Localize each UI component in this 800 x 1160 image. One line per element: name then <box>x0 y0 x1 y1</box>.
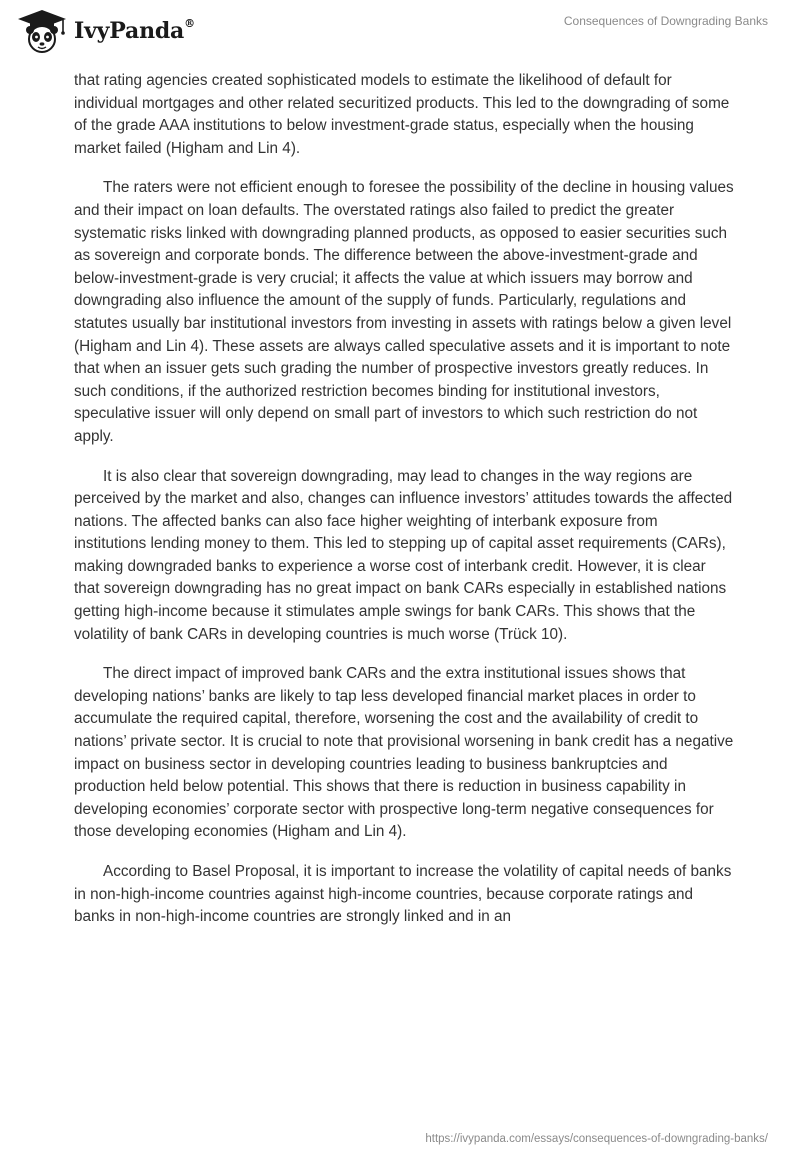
page-header <box>0 0 800 64</box>
paragraph: The raters were not efficient enough to foresee the possibility of the decline in housing values and their impact on loan defaults. The overstated ratings also failed to predict the greater systematic risks linked with downgrading planned products, as opposed to easier securities such as sovereign and corporate bonds. The difference between the above-investment-grade and below-investment-grade is very crucial; it affects the value at which issuers may borrow and downgrading also influence the amount of the supply of funds. Particularly, regulations and statutes usually bar institutional investors from investing in assets with ratings below a given level (Higham and Lin 4). These assets are always called speculative assets and it is important to note that when an issuer gets such grading the number of prospective investors greatly reduces. In such conditions, if the authorized restriction becomes binding for institutional investors, speculative issuer will only depend on small part of investors to which such restriction do not apply. <box>74 179 734 445</box>
paragraph-continuation: that rating agencies created sophisticated models to estimate the likelihood of default for individual mortgages and other related securitized products. This led to the downgrading of some of the grade AAA institutions to below investment-grade status, especially when the housing market failed (Higham and Lin 4). <box>74 72 730 157</box>
registered-mark: ® <box>184 16 195 30</box>
paragraph: The direct impact of improved bank CARs and the extra institutional issues shows that developing nations’ banks are likely to tap less developed financial market places in order to accumulate the required capital, therefore, worsening the cost and the availability of credit to nations’ private sector. It is crucial to note that provisional worsening in bank credit has a negative impact on business sector in developing countries leading to business bankruptcies and production held below potential. This shows that there is reduction in business capability in developing economies’ corporate sector with prospective long-term negative consequences for those developing economies (Higham and Lin 4). <box>74 665 734 841</box>
brand-name: IvyPanda® <box>74 16 195 44</box>
document-title: Consequences of Downgrading Banks <box>563 14 768 28</box>
source-url[interactable]: https://ivypanda.com/essays/consequences-of-downgrading-banks/ <box>425 1133 768 1145</box>
ivypanda-logo[interactable] <box>16 8 195 54</box>
paragraph: According to Basel Proposal, it is important to increase the volatility of capital needs of banks in non-high-income countries against high-income countries, because corporate ratings and banks in non-high-income countries are strongly linked and in an <box>74 863 732 926</box>
panda-graduation-cap-icon <box>16 8 68 54</box>
paragraph: It is also clear that sovereign downgrading, may lead to changes in the way regions are perceived by the market and also, changes can influence investors’ attitudes towards the affected nations. The affected banks can also face higher weighting of interbank exposure from institutions lending money to them. This led to stepping up of capital asset requirements (CARs), making downgraded banks to experience a worse cost of interbank credit. However, it is clear that sovereign downgrading has no great impact on bank CARs especially in established nations getting high-income because it stimulates ample swings for bank CARs. This shows that the volatility of bank CARs in developing countries is much worse (Trück 10). <box>74 467 733 643</box>
essay-body <box>74 70 734 946</box>
